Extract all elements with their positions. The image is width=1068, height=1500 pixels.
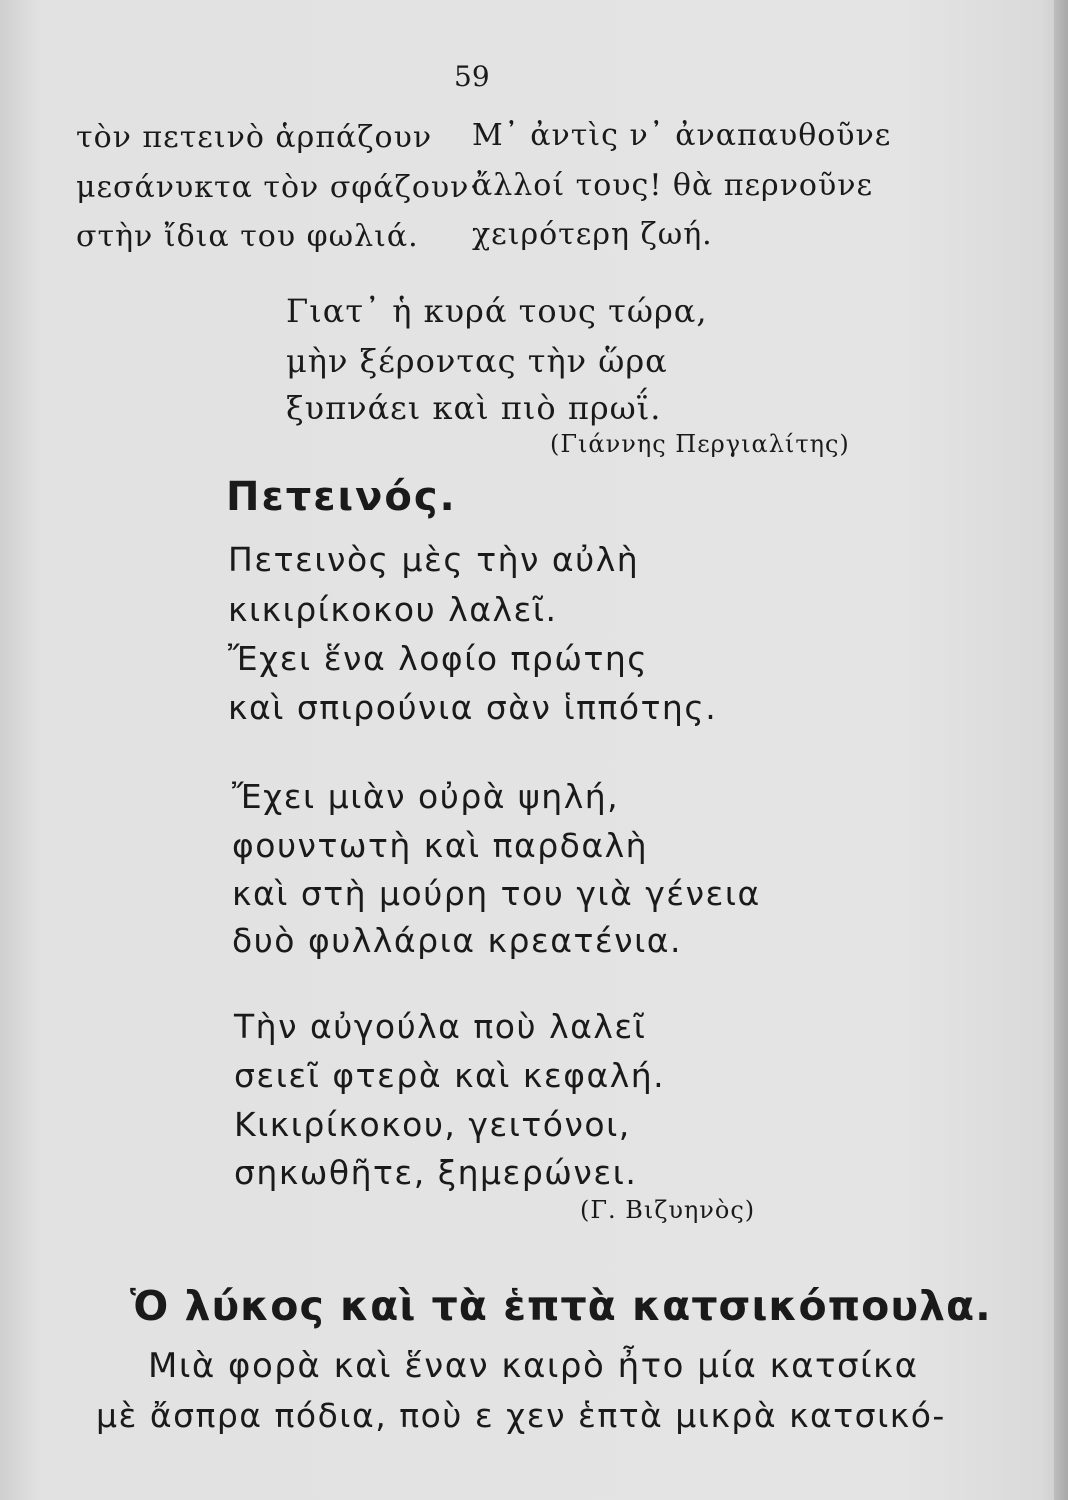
story-title: Ὁ λύκος καὶ τὰ ἑπτὰ κατσικόπουλα. bbox=[130, 1282, 992, 1330]
page-edge bbox=[1054, 0, 1068, 1500]
verse-line: Κικιρίκοκου, γειτόνοι, bbox=[234, 1105, 631, 1144]
page-number: 59 bbox=[454, 60, 490, 93]
verse-line: Γιατ᾽ ἡ κυρά τους τώρα, bbox=[286, 292, 708, 330]
verse-line: Πετεινὸς μὲς τὴν αὐλὴ bbox=[228, 540, 640, 579]
verse-line: Ἔχει ἕνα λοφίο πρώτης bbox=[228, 639, 649, 678]
paragraph-line: Μιὰ φορὰ καὶ ἕναν καιρὸ ἦτο μία κατσίκα bbox=[148, 1346, 919, 1386]
verse-line: Τὴν αὐγούλα ποὺ λαλεῖ bbox=[234, 1007, 647, 1046]
verse-line: κικιρίκοκου λαλεῖ. bbox=[228, 590, 558, 629]
verse-line: σηκωθῆτε, ξημερώνει. bbox=[234, 1153, 638, 1192]
verse-line: Ἔχει μιὰν οὐρὰ ψηλή, bbox=[232, 777, 620, 816]
author-credit: (Γιάννης Περγιαλίτης) bbox=[550, 430, 850, 458]
verse-line: καὶ στὴ μούρη του γιὰ γένεια bbox=[232, 874, 761, 913]
verse-line: μεσάνυκτα τὸν σφάζουν· bbox=[76, 170, 480, 205]
verse-line: δυὸ φυλλάρια κρεατένια. bbox=[232, 921, 683, 960]
verse-line: ἄλλοί τους! θὰ περνοῦνε bbox=[472, 168, 874, 203]
author-credit: (Γ. Βιζυηνὸς) bbox=[580, 1196, 756, 1224]
verse-line: σειεῖ φτερὰ καὶ κεφαλή. bbox=[234, 1056, 666, 1095]
verse-line: τὸν πετεινὸ ἁρπάζουν bbox=[76, 120, 433, 155]
verse-line: φουντωτὴ καὶ παρδαλὴ bbox=[232, 826, 649, 865]
verse-line: μὴν ξέροντας τὴν ὥρα bbox=[286, 342, 668, 380]
verse-line: Μ᾽ ἀντὶς ν᾽ ἀναπαυθοῦνε bbox=[472, 118, 892, 153]
paragraph-line: μὲ ἄσπρα πόδια, ποὺ ε χεν ἑπτὰ μικρὰ κατσικό- bbox=[96, 1396, 946, 1435]
verse-line: καὶ σπιρούνια σὰν ἱππότης. bbox=[228, 688, 718, 727]
verse-line: στὴν ἴδια του φωλιά. bbox=[76, 219, 419, 254]
verse-line: ξυπνάει καὶ πιὸ πρωΐ. bbox=[286, 389, 662, 427]
verse-line: χειρότερη ζωή. bbox=[472, 217, 713, 252]
poem-title: Πετεινός. bbox=[226, 474, 457, 520]
